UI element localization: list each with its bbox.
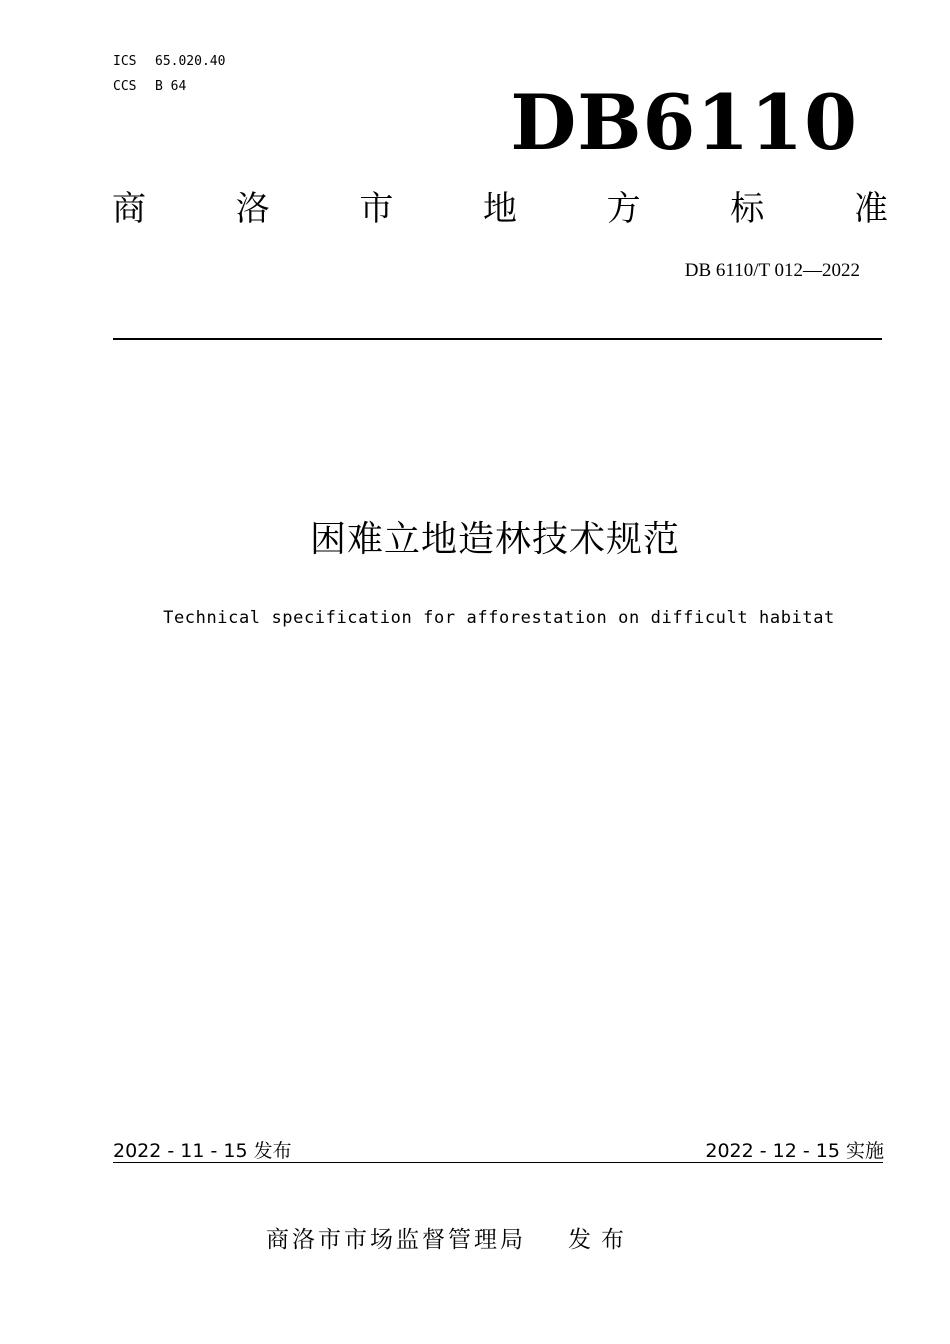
issue-date: 2022 - 11 - 15 发布 [113,1140,292,1162]
standard-type-char: 商 [112,189,146,229]
standard-type-char: 市 [359,189,394,229]
header-divider [113,338,882,340]
standard-type [112,184,888,234]
standard-number: DB 6110/T 012—2022 [684,260,860,281]
ccs-row [113,74,225,99]
issuer [266,1222,634,1258]
implement-date: 2022 - 12 - 15 实施 [705,1140,884,1162]
footer-divider [113,1162,883,1163]
ics-row [113,49,225,74]
issuer-action: 发布 [568,1227,634,1253]
ics-value: 65.020.40 [155,54,226,69]
standard-type-char: 地 [482,189,517,229]
standard-type-char: 洛 [235,189,270,229]
ccs-label: CCS [113,79,137,94]
standard-type-char: 准 [853,189,888,229]
document-title-chinese: 困难立地造林技术规范 [309,519,680,560]
issuer-organization: 商洛市市场监督管理局 [266,1227,526,1253]
classification-codes [113,49,225,99]
ccs-value: B 64 [155,79,187,94]
ics-label: ICS [113,54,137,69]
document-title-english: Technical specification for afforestation on difficult habitat [163,608,835,628]
standard-type-char: 方 [606,189,641,229]
standard-type-char: 标 [730,189,765,229]
standard-logo: DB6110 [510,78,858,167]
